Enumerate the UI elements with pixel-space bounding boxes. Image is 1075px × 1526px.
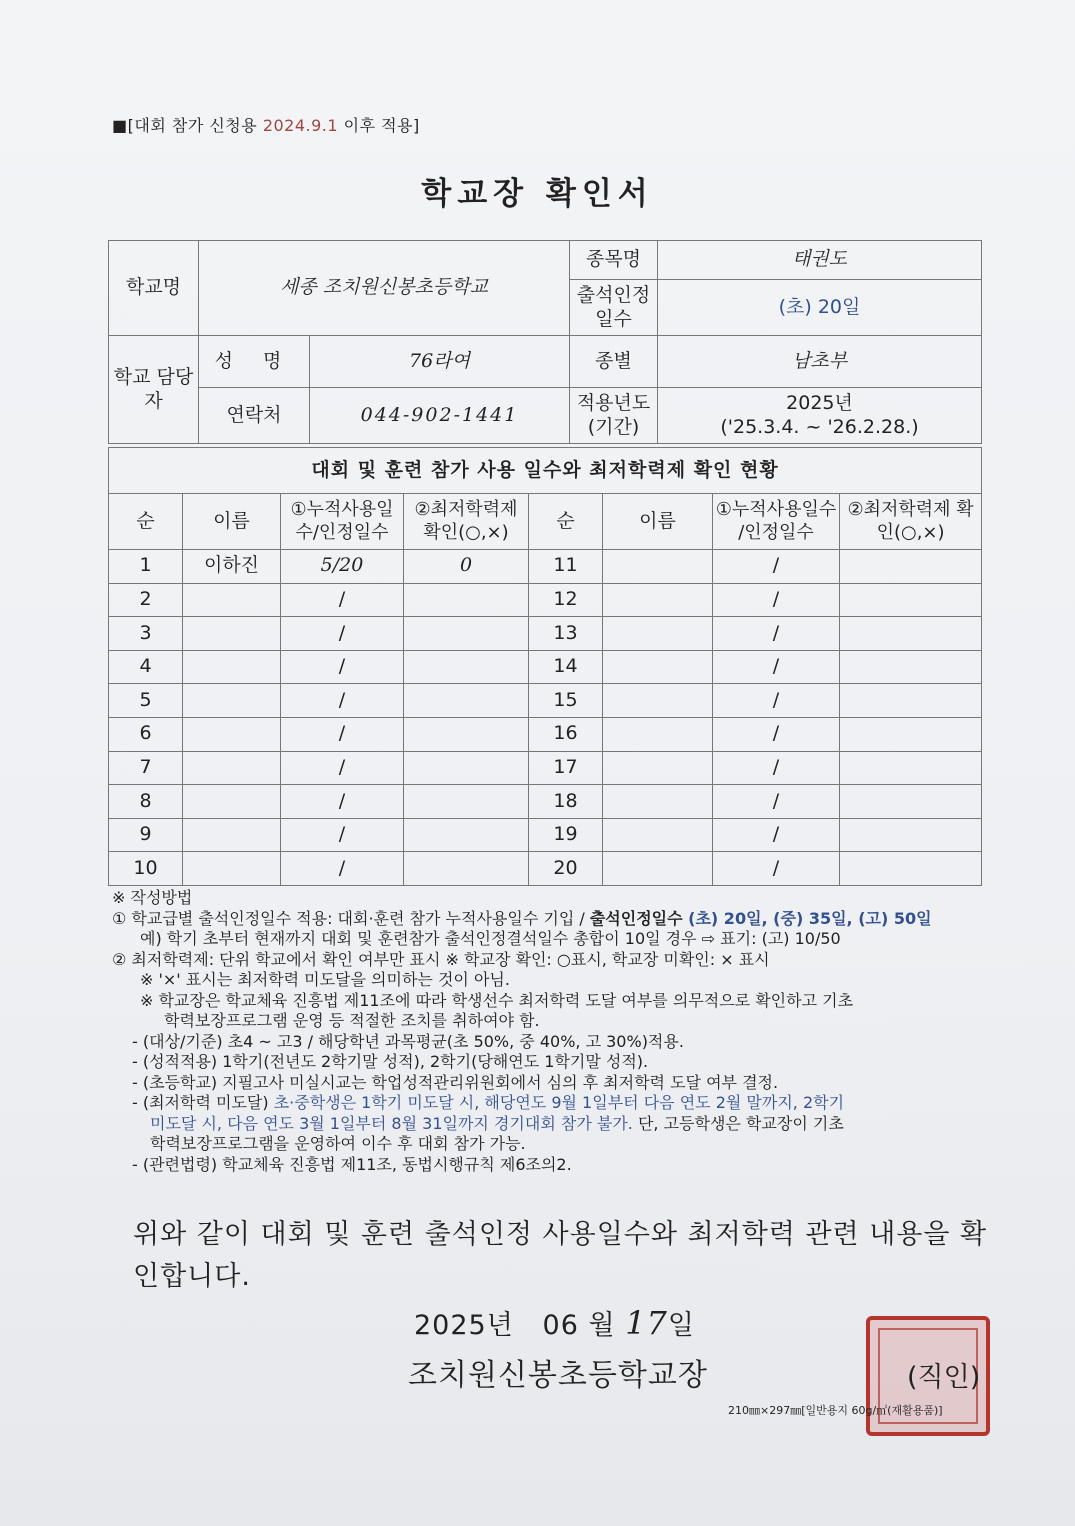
- row-name: [183, 650, 281, 684]
- attend-value: (초) 20일: [658, 280, 982, 336]
- row-no: 12: [529, 583, 603, 617]
- row-check: [404, 717, 529, 751]
- method-item-2: ② 최저학력제: 단위 학교에서 확인 여부만 표시 ※ 학교장 확인: ○표시, 학교장 미확인: × 표시: [112, 949, 770, 969]
- row-days: /: [713, 617, 840, 651]
- row-no: 15: [529, 684, 603, 718]
- row-check: [404, 583, 529, 617]
- col-no: 순: [109, 494, 183, 550]
- col-days: ①누적사용일 수/인정일수: [281, 494, 404, 550]
- principal-title: 조치원신봉초등학교장: [408, 1358, 708, 1393]
- row-name: [603, 617, 713, 651]
- row-days: /: [713, 717, 840, 751]
- year-label: 적용년도 (기간): [570, 388, 658, 444]
- row-name: [603, 550, 713, 584]
- row-name: [603, 684, 713, 718]
- row-check: [404, 852, 529, 886]
- row-check: [404, 751, 529, 785]
- row-days: /: [281, 583, 404, 617]
- year-cell: [658, 388, 982, 444]
- confirmation-statement: 위와 같이 대회 및 훈련 출석인정 사용일수와 최저학력 관련 내용을 확인합니다.: [133, 1219, 988, 1292]
- row-days: /: [713, 818, 840, 852]
- table-row: [109, 617, 982, 651]
- col-check: ②최저학력제 확인(○,×): [840, 494, 982, 550]
- method-detail-3: - (초등학교) 지필고사 미실시교는 학업성적관리위원회에서 심의 후 최저학력 도달 여부 결정.: [132, 1072, 779, 1092]
- year-period: ('25.3.4. ~ '26.2.28.): [720, 415, 919, 438]
- row-name: [603, 818, 713, 852]
- row-days: /: [281, 751, 404, 785]
- row-no: 18: [529, 785, 603, 819]
- row-name: [183, 617, 281, 651]
- event-value: 태권도: [658, 241, 982, 280]
- row-name: [603, 751, 713, 785]
- row-days: /: [281, 650, 404, 684]
- row-days: 5/20: [281, 550, 404, 584]
- col-name: 이름: [603, 494, 713, 550]
- row-days: /: [713, 785, 840, 819]
- row-check: [840, 650, 982, 684]
- attend-label: 출석인정 일수: [570, 280, 658, 336]
- table-row: [109, 751, 982, 785]
- seal-label: (직인): [907, 1362, 981, 1393]
- method-detail-2: - (성적적용) 1학기(전년도 2학기말 성적), 2학기(당해연도 1학기말 성적).: [132, 1052, 649, 1071]
- method-notes: [112, 888, 992, 1175]
- issue-date: 2025년 06 월 17일: [414, 1304, 695, 1342]
- row-check: [404, 818, 529, 852]
- row-check: [840, 550, 982, 584]
- contact-label: 연락처: [199, 388, 310, 444]
- row-no: 10: [109, 852, 183, 886]
- row-no: 14: [529, 650, 603, 684]
- school-label: 학교명: [109, 241, 199, 336]
- status-table: [108, 447, 982, 886]
- method-heading: ※ 작성방법: [112, 888, 193, 907]
- row-days: /: [281, 717, 404, 751]
- row-no: 11: [529, 550, 603, 584]
- paper-size-note: 210㎜×297㎜[일반용지 60g/㎡(재활용품)]: [728, 1404, 943, 1417]
- row-no: 2: [109, 583, 183, 617]
- row-days: /: [713, 852, 840, 886]
- row-no: 16: [529, 717, 603, 751]
- row-name: [603, 717, 713, 751]
- year-value: 2025년: [786, 391, 853, 414]
- row-no: 7: [109, 751, 183, 785]
- school-name: 세종 조치원신봉초등학교: [199, 241, 570, 336]
- row-check: [404, 617, 529, 651]
- method-detail-4-cont: 미도달 시, 다음 연도 3월 1일부터 8월 31일까지 경기대회 참가 불가. 단, 고등학생은 학교장이 기초: [150, 1113, 844, 1133]
- row-no: 17: [529, 751, 603, 785]
- table-row: [109, 717, 982, 751]
- info-table: [108, 240, 982, 444]
- row-name: [603, 852, 713, 886]
- row-check: [840, 785, 982, 819]
- table-row: [109, 650, 982, 684]
- col-check: ②최저학력제 확인(○,×): [404, 494, 529, 550]
- method-detail-5: - (관련법령) 학교체육 진흥법 제11조, 동법시행규칙 제6조의2.: [132, 1154, 572, 1174]
- row-no: 8: [109, 785, 183, 819]
- row-no: 1: [109, 550, 183, 584]
- row-check: [840, 583, 982, 617]
- method-note-2: ※ 학교장은 학교체육 진흥법 제11조에 따라 학생선수 최저학력 도달 여부를 의무적으로 확인하고 기초: [140, 990, 854, 1010]
- row-check: [840, 617, 982, 651]
- method-detail-4: - (최저학력 미도달) 초·중학생은 1학기 미도달 시, 해당연도 9월 1일부터 다음 연도 2월 말까지, 2학기: [132, 1093, 845, 1112]
- row-no: 9: [109, 818, 183, 852]
- row-no: 4: [109, 650, 183, 684]
- row-days: /: [281, 684, 404, 718]
- col-name: 이름: [183, 494, 281, 550]
- row-days: /: [713, 583, 840, 617]
- row-days: /: [713, 684, 840, 718]
- row-name: [603, 785, 713, 819]
- method-detail-4-end: 학력보장프로그램을 운영하여 이수 후 대회 참가 가능.: [150, 1134, 526, 1153]
- row-name: [603, 650, 713, 684]
- method-note-1: ※ '×' 표시는 최저학력 미도달을 의미하는 것이 아님.: [140, 970, 510, 989]
- table-row: [109, 684, 982, 718]
- row-check: [404, 650, 529, 684]
- row-name: [183, 818, 281, 852]
- row-check: [840, 852, 982, 886]
- table-row: [109, 550, 982, 584]
- name-label: 성 명: [199, 336, 310, 388]
- row-check: [404, 785, 529, 819]
- document-title: 학교장 확인서: [421, 176, 654, 212]
- row-no: 3: [109, 617, 183, 651]
- name-value: 76라여: [310, 336, 570, 388]
- division-label: 종별: [570, 336, 658, 388]
- row-name: [183, 684, 281, 718]
- row-check: 0: [404, 550, 529, 584]
- row-name: [183, 785, 281, 819]
- row-no: 19: [529, 818, 603, 852]
- contact-value: 044-902-1441: [310, 388, 570, 444]
- row-check: [840, 684, 982, 718]
- table-row: [109, 818, 982, 852]
- table-row: [109, 785, 982, 819]
- row-check: [840, 717, 982, 751]
- row-no: 13: [529, 617, 603, 651]
- method-item-1: ① 학교급별 출석인정일수 적용: 대회·훈련 참가 누적사용일수 기입 / 출석인정일수 (초) 20일, (중) 35일, (고) 50일: [112, 908, 932, 928]
- row-days: /: [713, 650, 840, 684]
- row-check: [840, 751, 982, 785]
- col-no: 순: [529, 494, 603, 550]
- row-days: /: [713, 751, 840, 785]
- row-check: [404, 684, 529, 718]
- row-days: /: [281, 617, 404, 651]
- application-note: ■[대회 참가 신청용 2024.9.1 이후 적용]: [112, 116, 420, 135]
- status-title: 대회 및 훈련 참가 사용 일수와 최저학력제 확인 현황: [109, 448, 982, 494]
- method-example: 예) 학기 초부터 현재까지 대회 및 훈련참가 출석인정결석일수 총합이 10일 경우 ⇨ 표기: (고) 10/50: [140, 929, 841, 948]
- row-name: [183, 583, 281, 617]
- division-value: 남초부: [658, 336, 982, 388]
- method-note-2-cont: 학력보장프로그램 운영 등 적절한 조치를 취하여야 함.: [164, 1011, 540, 1030]
- row-days: /: [281, 785, 404, 819]
- row-name: [603, 583, 713, 617]
- row-days: /: [281, 818, 404, 852]
- event-label: 종목명: [570, 241, 658, 280]
- row-check: [840, 818, 982, 852]
- row-days: /: [713, 550, 840, 584]
- row-name: [183, 717, 281, 751]
- table-row: [109, 852, 982, 886]
- row-no: 20: [529, 852, 603, 886]
- row-days: /: [281, 852, 404, 886]
- row-no: 6: [109, 717, 183, 751]
- row-name: [183, 852, 281, 886]
- row-no: 5: [109, 684, 183, 718]
- row-name: [183, 751, 281, 785]
- row-name: 이하진: [183, 550, 281, 584]
- table-row: [109, 583, 982, 617]
- method-detail-1: - (대상/기준) 초4 ~ 고3 / 해당학년 과목평균(초 50%, 중 40%, 고 30%)적용.: [132, 1031, 684, 1051]
- col-days: ①누적사용일수 /인정일수: [713, 494, 840, 550]
- manager-label: 학교 담당자: [109, 336, 199, 444]
